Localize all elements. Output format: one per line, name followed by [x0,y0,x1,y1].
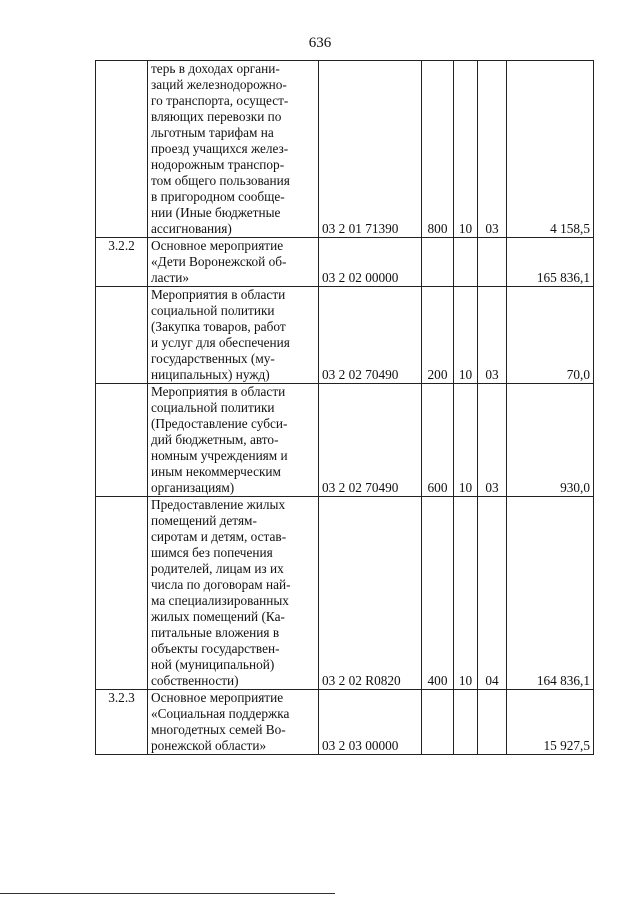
row-amount: 15 927,5 [507,690,594,755]
description-line: вляющих перевозки по [151,109,282,124]
description-line: ной (муниципальной) [151,657,275,672]
description-line: нии (Иные бюджетные [151,205,281,220]
description-line: льготным тарифам на [151,125,274,140]
description-line: дий бюджетным, авто- [151,432,279,447]
row-subsection: 03 [478,61,507,238]
description-line: Основное мероприятие [151,690,284,705]
footer-separator [0,893,335,894]
table-row [96,287,594,384]
description-line: в пригородном сообще- [151,189,285,204]
row-section: 10 [454,497,478,690]
table-row [96,61,594,238]
row-expense-type: 600 [422,384,454,497]
description-line: родителей, лицам из их [151,561,284,576]
description-line: питальные вложения в [151,625,280,640]
row-target-article: 03 2 03 00000 [319,690,422,755]
row-description [148,238,319,287]
description-line: Мероприятия в области [151,384,286,399]
row-target-article: 03 2 02 00000 [319,238,422,287]
row-subsection: 03 [478,287,507,384]
page-number: 636 [308,35,332,51]
table-row [96,497,594,690]
description-line: проезд учащихся желез- [151,141,289,156]
row-amount: 165 836,1 [507,238,594,287]
description-line: номным учреждениям и [151,448,288,463]
row-amount: 930,0 [507,384,594,497]
row-section [454,690,478,755]
row-amount: 70,0 [507,287,594,384]
description-line: ронежской области» [151,738,267,753]
row-code: 3.2.3 [96,690,148,755]
description-line: ниципальных) нужд) [151,367,270,382]
row-subsection [478,690,507,755]
row-section [454,238,478,287]
description-line: и услуг для обеспечения [151,335,290,350]
description-line: числа по договорам най- [151,577,291,592]
description-line: (Закупка товаров, работ [151,319,286,334]
row-description [148,61,319,238]
description-line: заций железнодорожно- [151,77,287,92]
description-line: сиротам и детям, остав- [151,529,287,544]
description-line: ма специализированных [151,593,289,608]
row-expense-type: 800 [422,61,454,238]
row-description [148,690,319,755]
description-line: помещений детям- [151,513,257,528]
row-code [96,61,148,238]
row-target-article: 03 2 02 70490 [319,384,422,497]
description-line: государственных (му- [151,351,275,366]
row-code [96,287,148,384]
description-line: терь в доходах органи- [151,61,280,76]
description-line: го транспорта, осущест- [151,93,289,108]
description-line: «Социальная поддержка [151,706,290,721]
description-line: шимся без попечения [151,545,273,560]
row-expense-type: 400 [422,497,454,690]
description-line: организациям) [151,480,235,495]
description-line: Основное мероприятие [151,238,284,253]
row-subsection: 03 [478,384,507,497]
row-section: 10 [454,61,478,238]
row-expense-type [422,690,454,755]
table-row [96,384,594,497]
description-line: Предоставление жилых [151,497,286,512]
row-description [148,497,319,690]
row-target-article: 03 2 02 70490 [319,287,422,384]
budget-table [95,60,594,755]
row-target-article: 03 2 02 R0820 [319,497,422,690]
description-line: «Дети Воронежской об- [151,254,287,269]
row-section: 10 [454,287,478,384]
row-amount: 164 836,1 [507,497,594,690]
description-line: нодорожным транспор- [151,157,285,172]
row-description [148,384,319,497]
row-description [148,287,319,384]
description-line: жилых помещений (Ка- [151,609,285,624]
table-row [96,238,594,287]
description-line: социальной политики [151,303,275,318]
row-code: 3.2.2 [96,238,148,287]
description-line: Мероприятия в области [151,287,286,302]
description-line: собственности) [151,673,239,688]
row-section: 10 [454,384,478,497]
description-line: социальной политики [151,400,275,415]
description-line: ласти» [151,270,190,285]
row-code [96,384,148,497]
description-line: том общего пользования [151,173,290,188]
description-line: ассигнования) [151,221,232,236]
description-line: многодетных семей Во- [151,722,286,737]
row-subsection: 04 [478,497,507,690]
row-expense-type [422,238,454,287]
table-row [96,690,594,755]
row-code [96,497,148,690]
row-target-article: 03 2 01 71390 [319,61,422,238]
row-subsection [478,238,507,287]
description-line: объекты государствен- [151,641,280,656]
description-line: (Предоставление субси- [151,416,288,431]
row-amount: 4 158,5 [507,61,594,238]
description-line: иным некоммерческим [151,464,281,479]
row-expense-type: 200 [422,287,454,384]
